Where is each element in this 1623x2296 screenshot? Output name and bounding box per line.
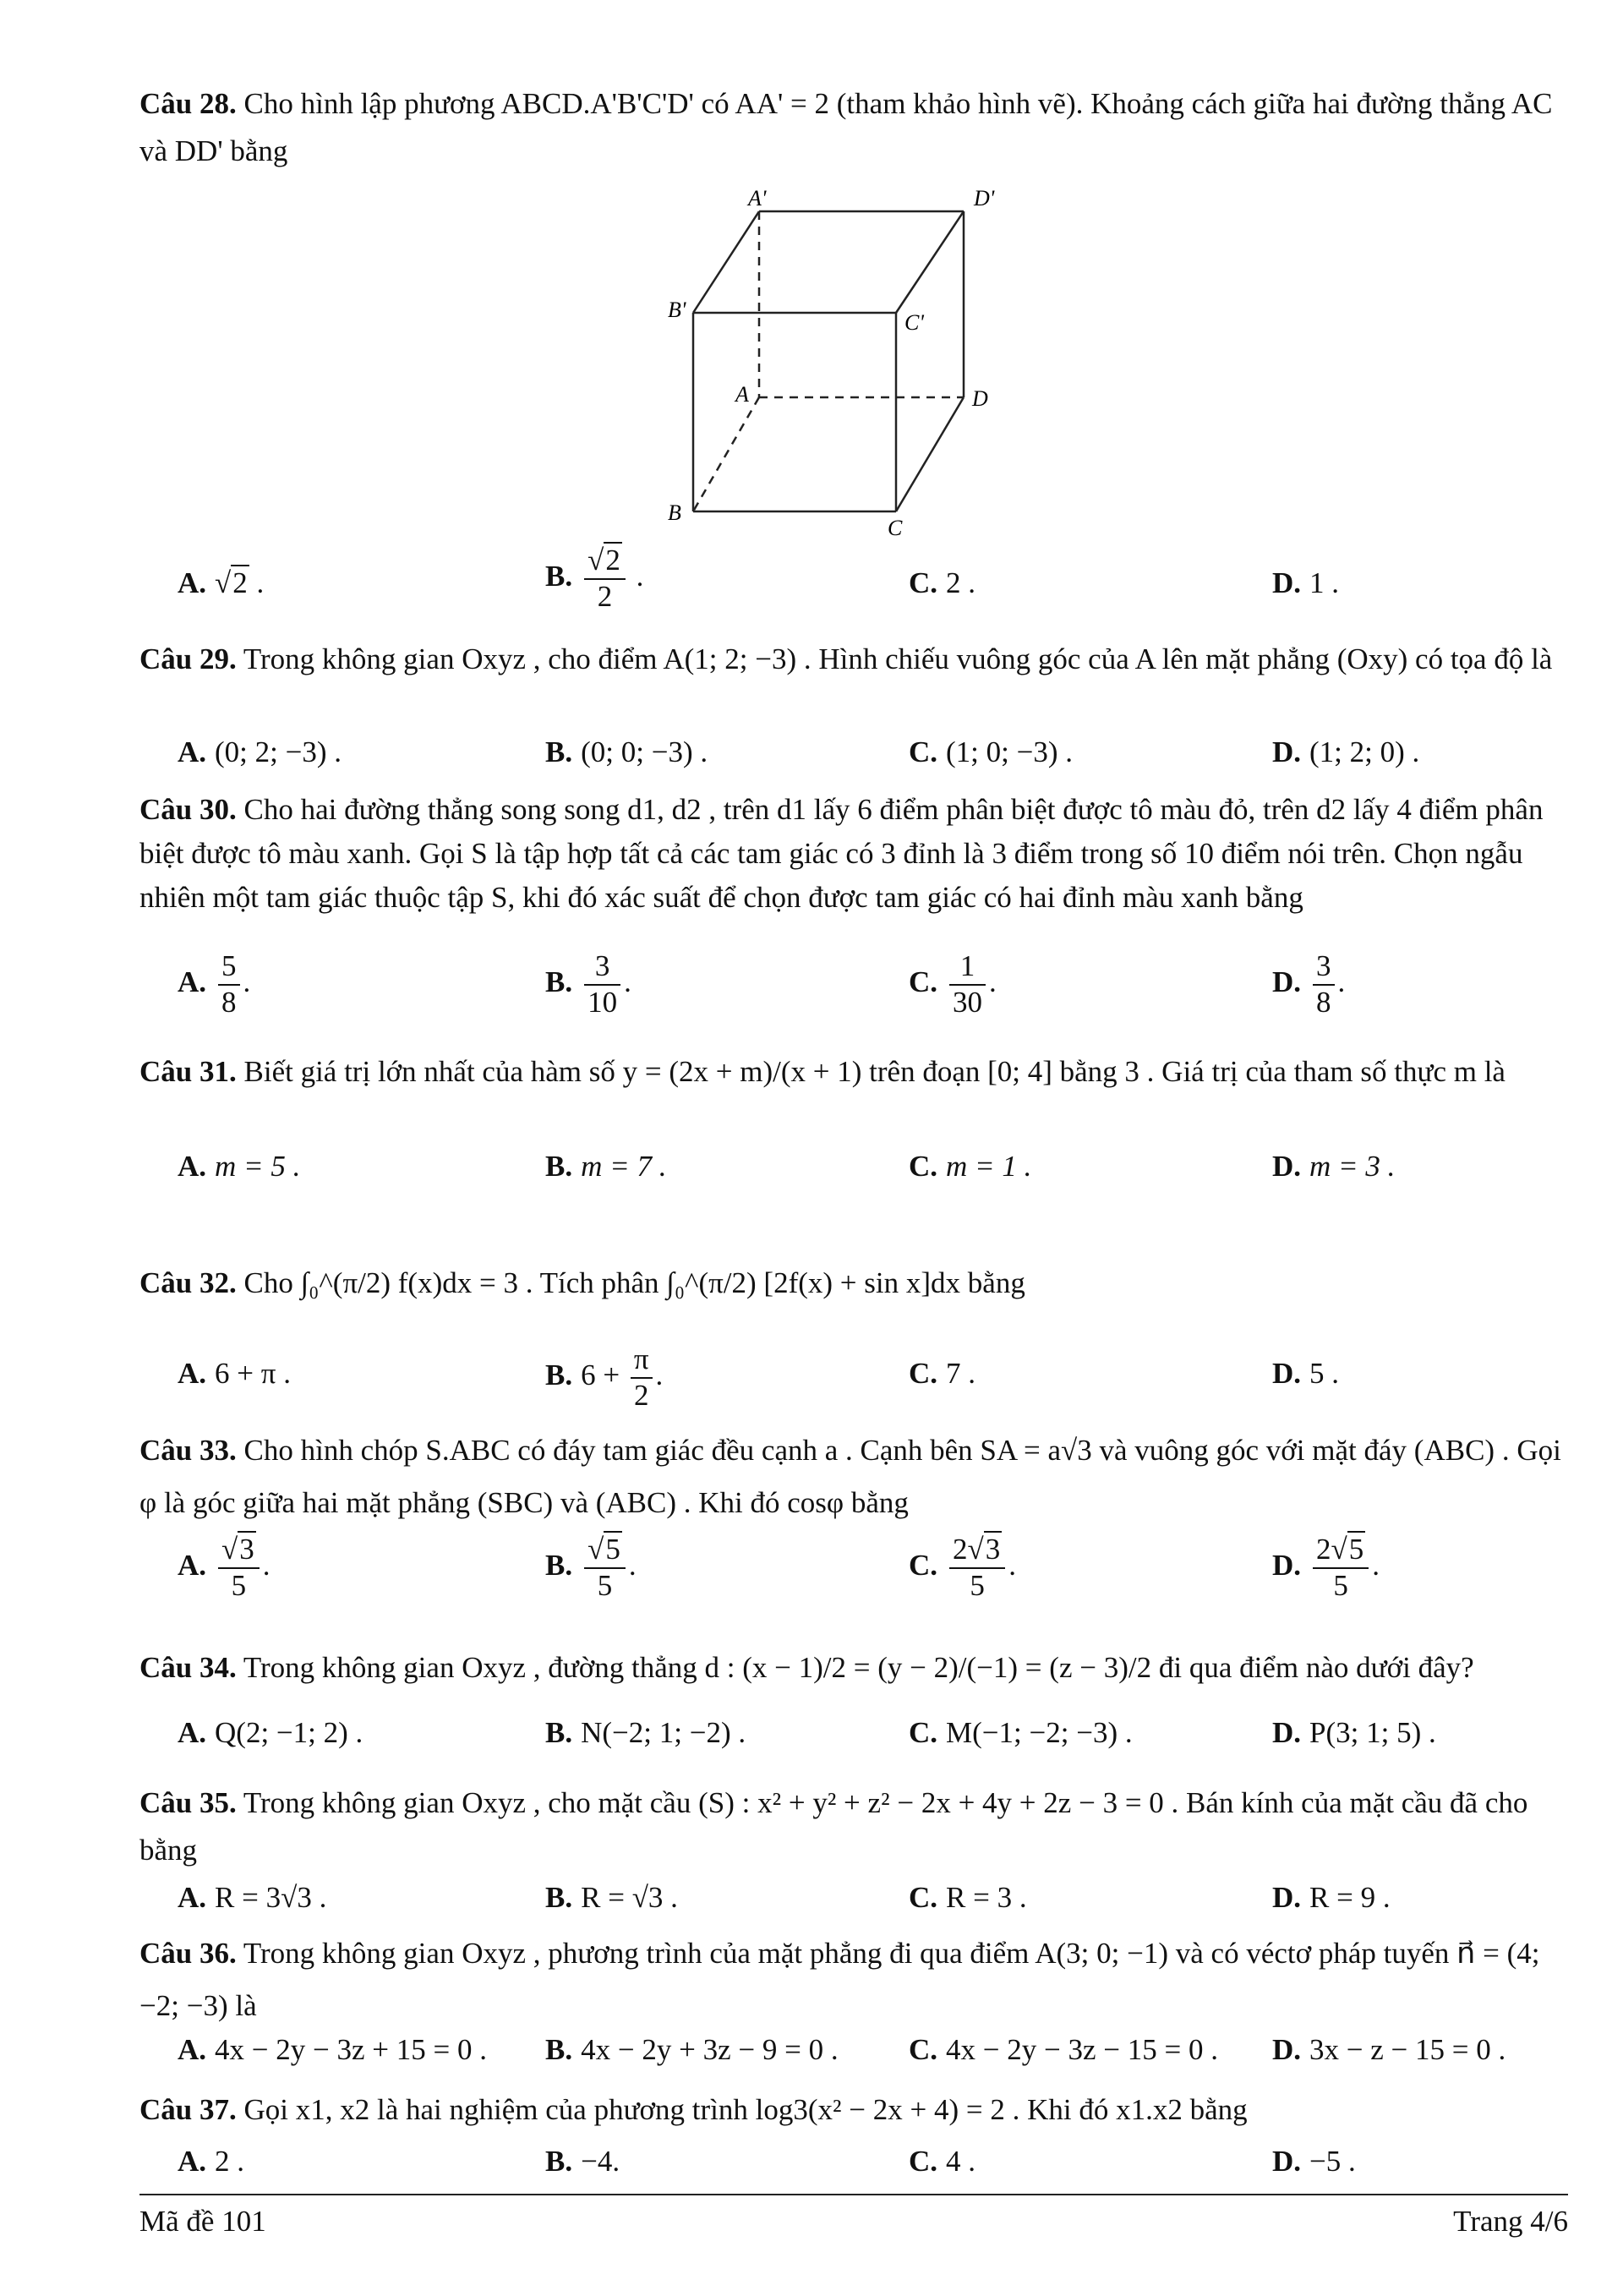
q28-option-c[interactable]: C. 2 . [909, 566, 976, 599]
question-37: Câu 37. Gọi x1, x2 là hai nghiệm của phương trình log3(x² − 2x + 4) = 2 . Khi đó x1.x2 bằng [139, 2093, 1248, 2126]
q28-option-a[interactable]: A. √2 . [178, 566, 265, 599]
q37-option-a[interactable]: A. 2 . [178, 2145, 245, 2178]
edge-ab [693, 397, 759, 511]
q32-option-d[interactable]: D. 5 . [1272, 1357, 1340, 1390]
q31-option-b[interactable]: B. m = 7 . [545, 1150, 667, 1183]
q29-option-a[interactable]: A. (0; 2; −3) . [178, 735, 342, 768]
q35-option-c[interactable]: C. R = 3 . [909, 1881, 1027, 1914]
q34-option-a[interactable]: A. Q(2; −1; 2) . [178, 1716, 363, 1749]
question-33: Câu 33. Cho hình chóp S.ABC có đáy tam giác đều cạnh a . Cạnh bên SA = a√3 và vuông góc với mặt đáy (ABC) . Gọi φ là góc giữa hai mặt phẳng (SBC) và (ABC) . Khi đó cosφ bằng [139, 1434, 1561, 1519]
q29-option-b[interactable]: B. (0; 0; −3) . [545, 735, 708, 768]
q31-option-a[interactable]: A. m = 5 . [178, 1150, 301, 1183]
question-31: Câu 31. Biết giá trị lớn nhất của hàm số y = (2x + m)/(x + 1) trên đoạn [0; 4] bằng 3 . Giá trị của tham số thực m là [139, 1055, 1506, 1088]
label-A1: A' [748, 186, 767, 210]
question-36: Câu 36. Trong không gian Oxyz , phương trình của mặt phẳng đi qua điểm A(3; 0; −1) và có véctơ pháp tuyến n⃗ = (4; −2; −3) là [139, 1937, 1540, 2022]
q33-option-d[interactable]: D. $\frac{2√5}{5}$ . [1272, 1533, 1380, 1602]
edge-a1b1 [693, 211, 759, 313]
page-number: Trang 4/6 [1453, 2205, 1568, 2238]
q37-option-d[interactable]: D. −5 . [1272, 2145, 1356, 2178]
q33-option-a[interactable]: A. $\frac{√3}{5}$ . [178, 1533, 270, 1602]
q28-option-b[interactable]: B. $\frac{√2}{2}$ . [545, 544, 644, 613]
question-28-text: Cho hình lập phương ABCD.A'B'C'D' có AA' = 2 (tham khảo hình vẽ). Khoảng cách giữa hai đường thẳng AC và DD' bằng [139, 87, 1553, 167]
question-34: Câu 34. Trong không gian Oxyz , đường thẳng d : (x − 1)/2 = (y − 2)/(−1) = (z − 3)/2 đi qua điểm nào dưới đây? [139, 1651, 1474, 1684]
q35-option-a[interactable]: A. R = 3√3 . [178, 1881, 327, 1914]
q37-option-b[interactable]: B. −4. [545, 2145, 620, 2178]
q37-option-c[interactable]: C. 4 . [909, 2145, 976, 2178]
q32-option-c[interactable]: C. 7 . [909, 1357, 976, 1390]
question-30: Câu 30. Cho hai đường thẳng song song d1, d2 , trên d1 lấy 6 điểm phân biệt được tô màu đỏ, trên d2 lấy 4 điểm phân biệt được tô màu xanh. Gọi S là tập hợp tất cả các tam giác có 3 đỉnh là 3 điểm trong số 10 điểm nói trên. Chọn ngẫu nhiên một tam giác thuộc tập S, khi đó xác suất để chọn được tam giác có hai đỉnh màu xanh bằng [139, 793, 1544, 914]
label-D1: D' [974, 186, 995, 210]
edge-d1c1 [896, 211, 964, 313]
label-C: C [888, 516, 903, 537]
label-A: A [735, 382, 749, 407]
q29-option-d[interactable]: D. (1; 2; 0) . [1272, 735, 1420, 768]
label-B1: B' [668, 298, 686, 322]
question-28 [139, 80, 1568, 175]
q31-option-c[interactable]: C. m = 1 . [909, 1150, 1032, 1183]
q29-option-c[interactable]: C. (1; 0; −3) . [909, 735, 1074, 768]
q36-option-c[interactable]: C. 4x − 2y − 3z − 15 = 0 . [909, 2033, 1219, 2066]
q34-option-b[interactable]: B. N(−2; 1; −2) . [545, 1716, 746, 1749]
edge-cd [896, 397, 964, 511]
question-35: Câu 35. Trong không gian Oxyz , cho mặt cầu (S) : x² + y² + z² − 2x + 4y + 2z − 3 = 0 . Bán kính của mặt cầu đã cho bằng [139, 1786, 1528, 1867]
q35-option-b[interactable]: B. R = √3 . [545, 1881, 678, 1914]
q36-option-d[interactable]: D. 3x − z − 15 = 0 . [1272, 2033, 1506, 2066]
q31-option-d[interactable]: D. m = 3 . [1272, 1150, 1396, 1183]
q34-option-d[interactable]: D. P(3; 1; 5) . [1272, 1716, 1436, 1749]
q36-option-b[interactable]: B. 4x − 2y + 3z − 9 = 0 . [545, 2033, 839, 2066]
question-28-head: Câu 28. [139, 87, 237, 120]
q30-option-d[interactable]: D. $\frac{3}{8}$ . [1272, 949, 1346, 1019]
question-32: Câu 32. Cho ∫₀^(π/2) f(x)dx = 3 . Tích phân ∫₀^(π/2) [2f(x) + sin x]dx bằng [139, 1266, 1025, 1299]
cube-figure [651, 182, 1057, 537]
q28-option-d[interactable]: D. 1 . [1272, 566, 1340, 599]
q36-option-a[interactable]: A. 4x − 2y − 3z + 15 = 0 . [178, 2033, 488, 2066]
q32-option-b[interactable]: B. 6 + $\frac{\pi}{2}$ . [545, 1342, 664, 1412]
q30-option-a[interactable]: A. $\frac{5}{8}$ . [178, 949, 251, 1019]
label-C1: C' [904, 310, 924, 335]
footer-divider [139, 2194, 1568, 2195]
q33-option-c[interactable]: C. $\frac{2√3}{5}$ . [909, 1533, 1016, 1602]
exam-code: Mã đề 101 [139, 2205, 266, 2238]
question-29: Câu 29. Trong không gian Oxyz , cho điểm A(1; 2; −3) . Hình chiếu vuông góc của A lên mặt phẳng (Oxy) có tọa độ là [139, 642, 1553, 675]
q34-option-c[interactable]: C. M(−1; −2; −3) . [909, 1716, 1133, 1749]
label-D: D [972, 386, 988, 411]
q33-option-b[interactable]: B. $\frac{√5}{5}$ . [545, 1533, 637, 1602]
label-B: B [668, 500, 681, 525]
q32-option-a[interactable]: A. 6 + π . [178, 1357, 291, 1390]
q30-option-c[interactable]: C. $\frac{1}{30}$ . [909, 949, 997, 1019]
q30-option-b[interactable]: B. $\frac{3}{10}$ . [545, 949, 631, 1019]
q35-option-d[interactable]: D. R = 9 . [1272, 1881, 1391, 1914]
